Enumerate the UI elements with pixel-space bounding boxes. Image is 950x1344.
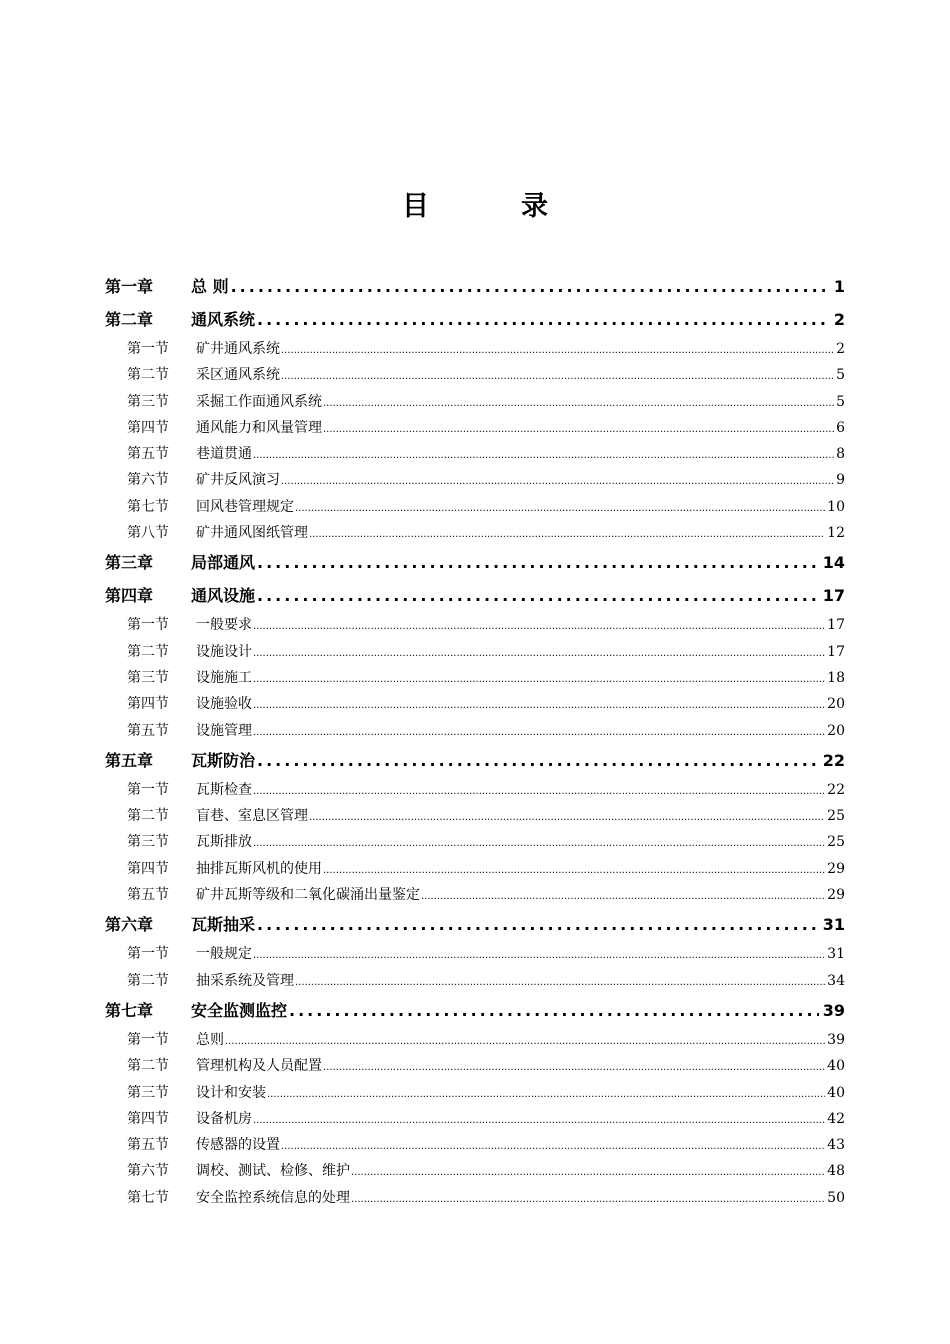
toc-page-number: 34 (827, 972, 845, 989)
toc-section-row[interactable] (105, 612, 845, 638)
toc-dot-leader (253, 641, 825, 665)
toc-chapter-row[interactable] (105, 744, 845, 777)
toc-section-row[interactable] (105, 1106, 845, 1132)
toc-page-number: 25 (827, 834, 845, 851)
toc-chapter-row[interactable] (105, 579, 845, 612)
toc-entry-number: 第七节 (127, 498, 169, 515)
toc-page-number: 39 (822, 1000, 845, 1020)
toc-entry-number: 第一节 (127, 617, 169, 634)
toc-entry-title: 传感器的设置 (196, 1137, 280, 1154)
toc-dot-leader (253, 779, 825, 803)
toc-dot-leader (257, 579, 819, 612)
toc-entry-number: 第四章 (105, 586, 154, 606)
toc-entry-number: 第四节 (127, 419, 169, 436)
toc-dot-leader (253, 831, 825, 855)
toc-page-number: 17 (827, 617, 845, 634)
toc-page-number: 31 (827, 946, 845, 963)
toc-entry-title: 瓦斯防治 (191, 750, 256, 770)
toc-chapter-row[interactable] (105, 546, 845, 579)
toc-entry-title: 一般规定 (196, 946, 252, 963)
toc-dot-leader (257, 744, 819, 777)
toc-chapter-row[interactable] (105, 270, 845, 303)
toc-dot-leader (295, 496, 825, 520)
toc-page-number: 2 (836, 341, 845, 357)
toc-section-row[interactable] (105, 467, 845, 493)
toc-page-number: 39 (827, 1031, 845, 1048)
toc-page-number: 1 (833, 277, 845, 296)
toc-dot-leader (253, 720, 825, 744)
toc-entry-title: 通风系统 (191, 310, 256, 329)
toc-entry-number: 第一节 (127, 946, 169, 963)
toc-entry-title: 抽采系统及管理 (196, 972, 294, 989)
toc-entry-number: 第二节 (127, 643, 169, 660)
toc-chapter-row[interactable] (105, 908, 845, 941)
toc-dot-leader (421, 884, 825, 908)
toc-entry-number: 第二节 (127, 808, 169, 825)
toc-section-row[interactable] (105, 1185, 845, 1211)
toc-entry-title: 盲巷、室息区管理 (196, 808, 308, 825)
page-title (0, 184, 950, 223)
toc-section-row[interactable] (105, 336, 845, 362)
toc-dot-leader (323, 417, 834, 441)
toc-entry-title: 安全监控系统信息的处理 (196, 1189, 350, 1206)
toc-entry-title: 设备机房 (196, 1110, 252, 1127)
toc-page-number: 2 (833, 310, 845, 329)
toc-dot-leader (323, 1055, 825, 1079)
toc-entry-number: 第五节 (127, 722, 169, 739)
table-of-contents (105, 270, 845, 1211)
toc-entry-number: 第六节 (127, 472, 169, 489)
toc-page-number: 22 (822, 750, 845, 770)
toc-chapter-row[interactable] (105, 303, 845, 336)
toc-entry-title: 设施验收 (196, 696, 252, 713)
toc-dot-leader (225, 1029, 825, 1053)
toc-entry-title: 采掘工作面通风系统 (196, 393, 322, 410)
toc-entry-number: 第五章 (105, 750, 154, 770)
toc-entry-number: 第四节 (127, 860, 169, 877)
toc-page-number: 17 (827, 643, 845, 660)
toc-entry-title: 矿井通风系统 (196, 341, 280, 357)
toc-entry-title: 矿井反风演习 (196, 472, 280, 489)
toc-page-number: 9 (836, 472, 845, 489)
toc-section-row[interactable] (105, 639, 845, 665)
toc-section-row[interactable] (105, 968, 845, 994)
toc-entry-title: 设施设计 (196, 643, 252, 660)
toc-section-row[interactable] (105, 362, 845, 388)
toc-entry-number: 第六章 (105, 915, 154, 935)
toc-entry-title: 瓦斯抽采 (191, 915, 256, 935)
title-char: 录 (521, 191, 548, 222)
toc-dot-leader (281, 364, 834, 388)
toc-section-row[interactable] (105, 777, 845, 803)
toc-entry-title: 瓦斯排放 (196, 834, 252, 851)
toc-section-row[interactable] (105, 829, 845, 855)
toc-entry-title: 设施施工 (196, 669, 252, 686)
toc-entry-number: 第三节 (127, 393, 169, 410)
toc-entry-title: 抽排瓦斯风机的使用 (196, 860, 322, 877)
toc-section-row[interactable] (105, 1027, 845, 1053)
toc-entry-number: 第二节 (127, 972, 169, 989)
toc-entry-number: 第五节 (127, 887, 169, 904)
toc-section-row[interactable] (105, 941, 845, 967)
toc-dot-leader (257, 303, 830, 336)
toc-dot-leader (253, 614, 825, 638)
toc-entry-number: 第五节 (127, 1137, 169, 1154)
toc-entry-title: 总则 (196, 1031, 224, 1048)
toc-entry-title: 总 则 (191, 277, 229, 296)
toc-section-row[interactable] (105, 882, 845, 908)
toc-dot-leader (295, 970, 825, 994)
toc-page-number: 20 (827, 722, 845, 739)
toc-page-number: 48 (827, 1163, 845, 1180)
toc-dot-leader (253, 667, 825, 691)
toc-dot-leader (281, 1134, 825, 1158)
toc-section-row[interactable] (105, 520, 845, 546)
toc-section-row[interactable] (105, 1158, 845, 1184)
toc-section-row[interactable] (105, 1132, 845, 1158)
toc-page-number: 5 (836, 393, 845, 410)
toc-entry-number: 第五节 (127, 446, 169, 463)
toc-entry-number: 第四节 (127, 1110, 169, 1127)
toc-entry-number: 第七节 (127, 1189, 169, 1206)
toc-entry-title: 通风能力和风量管理 (196, 419, 322, 436)
toc-entry-number: 第二节 (127, 1058, 169, 1075)
toc-page-number: 18 (827, 669, 845, 686)
toc-entry-number: 第一节 (127, 341, 169, 357)
toc-page-number: 6 (836, 419, 845, 436)
toc-entry-title: 通风设施 (191, 586, 256, 606)
toc-entry-title: 调校、测试、检修、维护 (196, 1163, 350, 1180)
toc-section-row[interactable] (105, 389, 845, 415)
toc-entry-number: 第三节 (127, 834, 169, 851)
toc-entry-number: 第一节 (127, 1031, 169, 1048)
toc-entry-title: 管理机构及人员配置 (196, 1058, 322, 1075)
toc-entry-number: 第六节 (127, 1163, 169, 1180)
toc-entry-title: 瓦斯检查 (196, 781, 252, 798)
toc-section-row[interactable] (105, 718, 845, 744)
toc-section-row[interactable] (105, 803, 845, 829)
toc-section-row[interactable] (105, 856, 845, 882)
toc-section-row[interactable] (105, 441, 845, 467)
toc-page-number: 42 (827, 1110, 845, 1127)
toc-page-number: 29 (827, 860, 845, 877)
toc-dot-leader (351, 1160, 825, 1184)
toc-entry-title: 局部通风 (191, 553, 256, 573)
toc-dot-leader (257, 908, 819, 941)
toc-entry-title: 设计和安装 (196, 1084, 266, 1101)
toc-entry-title: 安全监测监控 (191, 1000, 288, 1020)
toc-dot-leader (309, 805, 825, 829)
toc-dot-leader (253, 943, 825, 967)
toc-section-row[interactable] (105, 691, 845, 717)
toc-page-number: 20 (827, 696, 845, 713)
toc-page-number: 43 (827, 1137, 845, 1154)
toc-entry-number: 第三章 (105, 553, 154, 573)
toc-page-number: 31 (822, 915, 845, 935)
toc-page-number: 50 (827, 1189, 845, 1206)
toc-page-number: 29 (827, 887, 845, 904)
toc-entry-number: 第三节 (127, 669, 169, 686)
toc-section-row[interactable] (105, 665, 845, 691)
toc-page-number: 12 (827, 525, 845, 542)
toc-entry-number: 第四节 (127, 696, 169, 713)
toc-dot-leader (323, 858, 825, 882)
toc-dot-leader (253, 1108, 825, 1132)
toc-page-number: 8 (836, 446, 845, 463)
toc-page-number: 22 (827, 781, 845, 798)
toc-dot-leader (281, 469, 834, 493)
toc-entry-number: 第一节 (127, 781, 169, 798)
toc-page-number: 25 (827, 808, 845, 825)
toc-section-row[interactable] (105, 415, 845, 441)
toc-section-row[interactable] (105, 494, 845, 520)
toc-entry-title: 设施管理 (196, 722, 252, 739)
toc-page-number: 5 (836, 367, 845, 384)
toc-entry-number: 第七章 (105, 1000, 154, 1020)
toc-dot-leader (351, 1187, 825, 1211)
toc-entry-number: 第一章 (105, 277, 154, 296)
toc-dot-leader (267, 1082, 825, 1106)
toc-dot-leader (253, 693, 825, 717)
toc-dot-leader (257, 546, 819, 579)
toc-dot-leader (253, 443, 834, 467)
toc-page-number: 17 (822, 586, 845, 606)
toc-section-row[interactable] (105, 1080, 845, 1106)
toc-entry-title: 矿井瓦斯等级和二氧化碳涌出量鉴定 (196, 887, 420, 904)
toc-entry-number: 第三节 (127, 1084, 169, 1101)
toc-section-row[interactable] (105, 1053, 845, 1079)
toc-dot-leader (281, 338, 834, 362)
toc-page-number: 10 (827, 498, 845, 515)
toc-entry-number: 第八节 (127, 525, 169, 542)
toc-page-number: 14 (822, 553, 845, 573)
toc-entry-title: 矿井通风图纸管理 (196, 525, 308, 542)
toc-entry-number: 第二节 (127, 367, 169, 384)
title-char: 目 (402, 191, 429, 222)
toc-dot-leader (323, 391, 834, 415)
toc-page-number: 40 (827, 1084, 845, 1101)
toc-page-number: 40 (827, 1058, 845, 1075)
toc-dot-leader (309, 522, 825, 546)
toc-dot-leader (289, 994, 819, 1027)
toc-entry-title: 巷道贯通 (196, 446, 252, 463)
toc-dot-leader (231, 270, 830, 303)
toc-chapter-row[interactable] (105, 994, 845, 1027)
toc-entry-title: 一般要求 (196, 617, 252, 634)
toc-entry-number: 第二章 (105, 310, 154, 329)
toc-entry-title: 回风巷管理规定 (196, 498, 294, 515)
toc-entry-title: 采区通风系统 (196, 367, 280, 384)
